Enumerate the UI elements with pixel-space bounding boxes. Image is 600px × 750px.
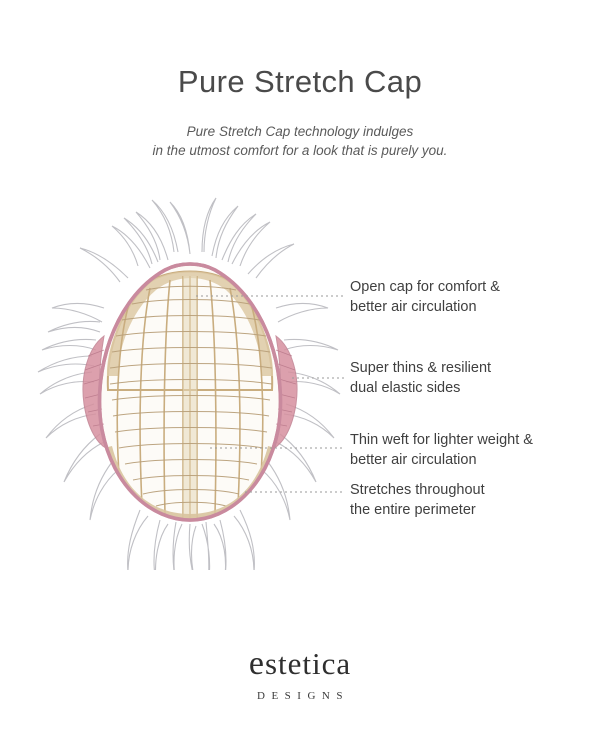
callout-thin-weft-line-1: Thin weft for lighter weight & (350, 432, 533, 448)
callout-stretch-perimeter-line-2: the entire perimeter (350, 502, 476, 518)
callout-dual-elastic-sides-line-2: dual elastic sides (350, 380, 461, 396)
brand-footer (0, 645, 600, 702)
callout-open-cap (350, 277, 595, 317)
subtitle-line-2: in the utmost comfort for a look that is purely you. (152, 143, 448, 158)
callout-dual-elastic-sides (350, 358, 595, 398)
page-subtitle (0, 100, 600, 160)
brand-logo (0, 645, 600, 683)
brand-logo-initial: e (248, 645, 265, 682)
callout-thin-weft (350, 430, 595, 470)
brand-logo-name: stetica (264, 646, 352, 681)
callout-thin-weft-line-2: better air circulation (350, 452, 477, 468)
callout-stretch-perimeter (350, 480, 595, 520)
subtitle-line-1: Pure Stretch Cap technology indulges (186, 124, 414, 139)
callout-dual-elastic-sides-line-1: Super thins & resilient (350, 360, 492, 376)
callout-open-cap-line-2: better air circulation (350, 299, 477, 315)
callout-open-cap-line-1: Open cap for comfort & (350, 279, 500, 295)
brand-tagline: DESIGNS (257, 690, 349, 702)
page-title: Pure Stretch Cap (177, 64, 423, 99)
callout-stretch-perimeter-line-1: Stretches throughout (350, 482, 485, 498)
header (0, 0, 600, 160)
